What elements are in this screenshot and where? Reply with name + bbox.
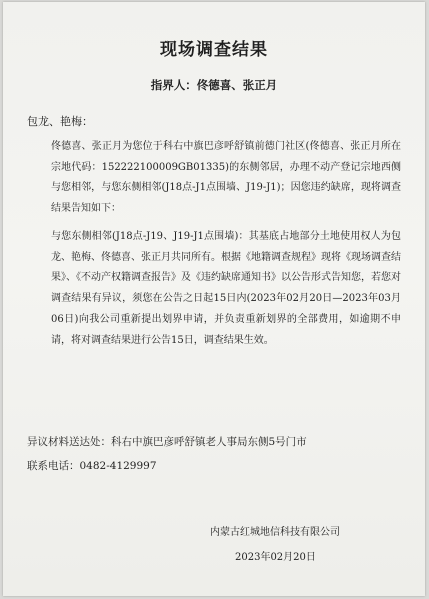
paragraph-2: 与您东侧相邻(J18点-J19、J19-J1点围墙)：其基底占地部分土地使用权人为包龙、艳梅、佟德喜、张正月共同所有。根据《地籍调查规程》现将《现场调查结果》、《不动产权籍调查报告》及《违约缺席通知书》以公告形式告知您，若您对调查结果有异议，须您在公告之日起15日内(2023年02月20日—2023年03月06日)向我公司重新提出划界申请，并负责重新划界的全部费用，如逾期不申请，将对调查结果进行公告15日，调查结果生效。 [51, 231, 401, 346]
paragraph-1: 佟德喜、张正月为您位于科右中旗巴彦呼舒镇前德门社区(佟德喜、张正月所在宗地代码：152222100009GB01335)的东侧邻居，办理不动产登记宗地西侧与您相邻，与您东侧相邻(J18点-J1点围墙、J19-J1)；因您违约缺席，现将调查结果告知如下： [51, 141, 401, 215]
contact-phone: 联系电话：0482-4129997 [27, 460, 157, 472]
signature-date: 2023年02月20日 [235, 552, 316, 563]
document-page [3, 2, 425, 596]
document-subtitle: 指界人：佟德喜、张正月 [150, 78, 278, 92]
objection-address: 异议材料送达处：科右中旗巴彦呼舒镇老人事局东侧5号门市 [27, 436, 307, 448]
document-title: 现场调查结果 [160, 40, 268, 60]
salutation: 包龙、艳梅： [27, 115, 93, 128]
signature-company: 内蒙古红城地信科技有限公司 [210, 527, 340, 538]
